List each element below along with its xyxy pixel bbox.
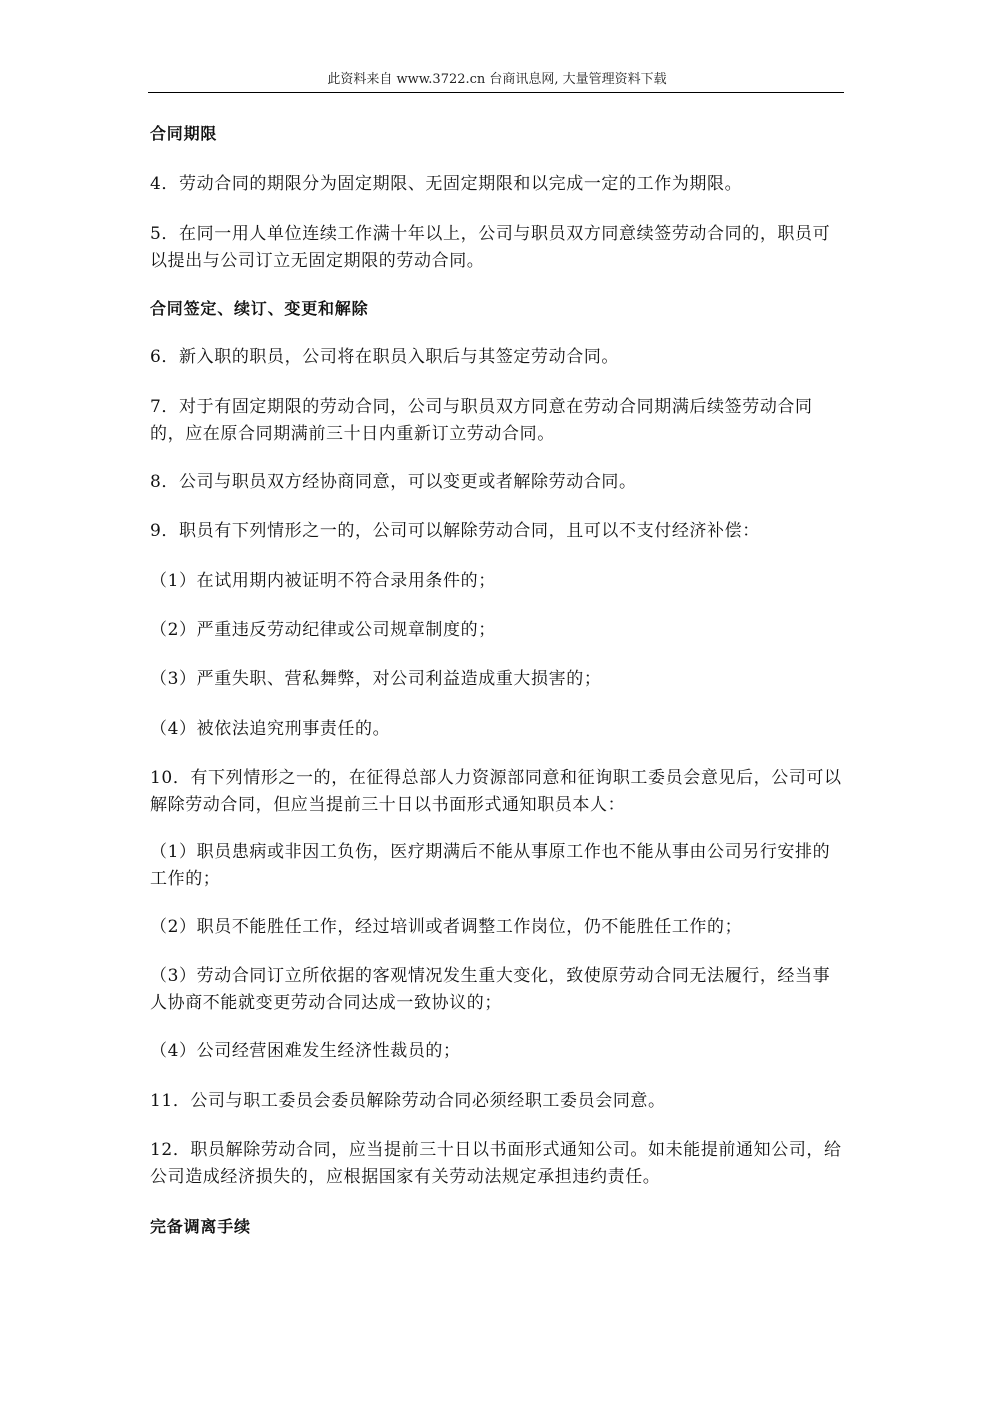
clause-4: 4．劳动合同的期限分为固定期限、无固定期限和以完成一定的工作为期限。 xyxy=(150,174,743,194)
clause-9-item-2: （2）严重违反劳动纪律或公司规章制度的； xyxy=(150,620,496,640)
clause-9: 9．职员有下列情形之一的，公司可以解除劳动合同，且可以不支付经济补偿： xyxy=(150,521,760,541)
clause-7: 7．对于有固定期限的劳动合同，公司与职员双方同意在劳动合同期满后续签劳动合同的，应在原合同期满前三十日内重新订立劳动合同。 xyxy=(150,397,813,444)
clause-11: 11．公司与职工委员会委员解除劳动合同必须经职工委员会同意。 xyxy=(150,1091,666,1111)
clause-8: 8．公司与职员双方经协商同意，可以变更或者解除劳动合同。 xyxy=(150,472,637,492)
clause-5: 5．在同一用人单位连续工作满十年以上，公司与职员双方同意续签劳动合同的，职员可以提出与公司订立无固定期限的劳动合同。 xyxy=(150,224,831,271)
header-divider xyxy=(148,92,844,93)
section-heading-transfer-procedures: 完备调离手续 xyxy=(150,1217,251,1236)
clause-6: 6．新入职的职员，公司将在职员入职后与其签定劳动合同。 xyxy=(150,347,620,367)
section-heading-contract-term: 合同期限 xyxy=(150,124,218,143)
clause-9-item-1: （1）在试用期内被证明不符合录用条件的； xyxy=(150,571,496,591)
clause-12: 12．职员解除劳动合同，应当提前三十日以书面形式通知公司。如未能提前通知公司，给公司造成经济损失的，应根据国家有关劳动法规定承担违约责任。 xyxy=(150,1140,842,1187)
clause-10-item-3: （3）劳动合同订立所依据的客观情况发生重大变化，致使原劳动合同无法履行，经当事人协商不能就变更劳动合同达成一致协议的； xyxy=(150,966,831,1013)
clause-10-item-1: （1）职员患病或非因工负伤，医疗期满后不能从事原工作也不能从事由公司另行安排的工作的； xyxy=(150,842,831,889)
page-header: 此资料来自 www.3722.cn 台商讯息网, 大量管理资料下载 xyxy=(327,72,667,87)
section-heading-signing-renewal: 合同签定、续订、变更和解除 xyxy=(150,299,369,318)
clause-10-item-2: （2）职员不能胜任工作，经过培训或者调整工作岗位，仍不能胜任工作的； xyxy=(150,917,743,937)
clause-9-item-4: （4）被依法追究刑事责任的。 xyxy=(150,719,391,739)
clause-9-item-3: （3）严重失职、营私舞弊，对公司利益造成重大损害的； xyxy=(150,669,602,689)
clause-10-item-4: （4）公司经营困难发生经济性裁员的； xyxy=(150,1041,461,1061)
clause-10: 10．有下列情形之一的，在征得总部人力资源部同意和征询职工委员会意见后，公司可以解除劳动合同，但应当提前三十日以书面形式通知职员本人： xyxy=(150,768,842,815)
